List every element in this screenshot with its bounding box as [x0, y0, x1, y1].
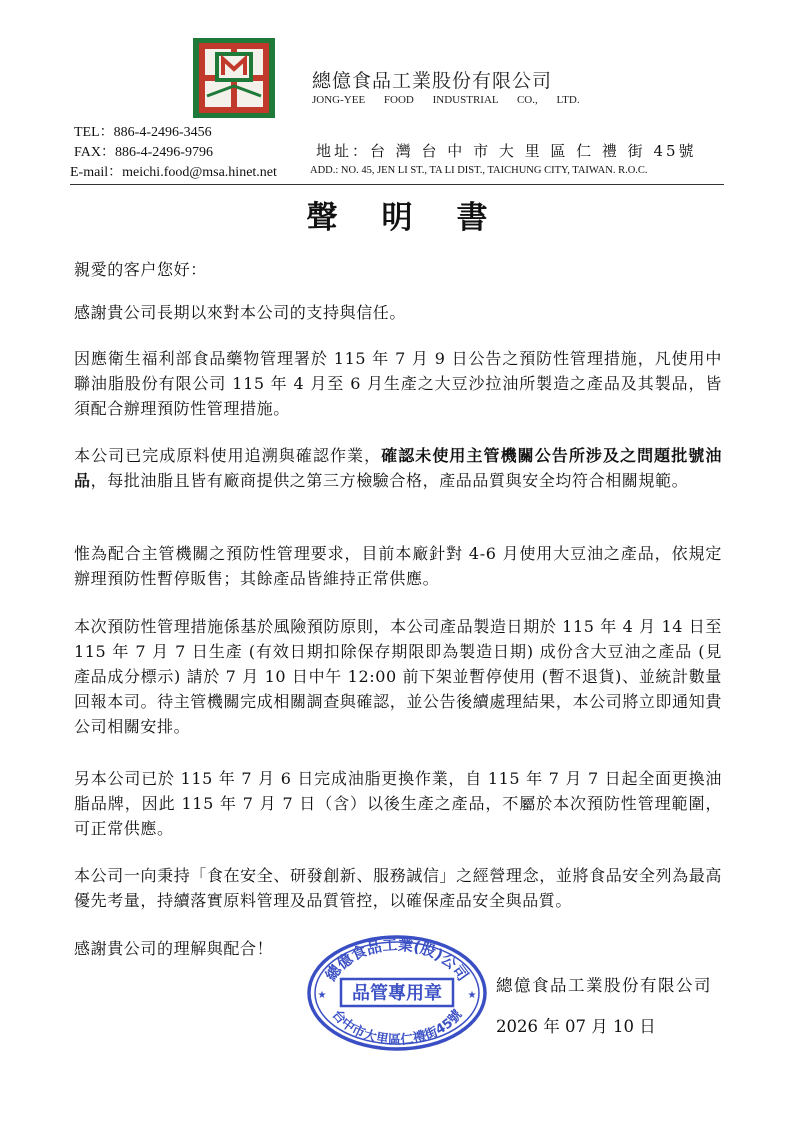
svg-text:總億食品工業(股)公司 — [321, 936, 472, 985]
company-name-en: JONG-YEE FOOD INDUSTRIAL CO., LTD. — [312, 94, 580, 106]
paragraph-3-text-a: 本公司已完成原料使用追溯與確認作業， — [74, 446, 382, 465]
paragraph-7: 本公司一向秉持「食在安全、研發創新、服務誠信」之經營理念，並將食品安全列為最高優先考量，持續落實原料管理及品質管控，以確保產品安全與品質。 — [74, 866, 722, 910]
seal-top-text: 總億食品工業(股)公司 — [321, 935, 473, 985]
signature-date: 2026 年 07 月 10 日 — [496, 1017, 656, 1036]
seal-star-right-icon: ★ — [467, 990, 477, 1001]
paragraph-3-emphasis: 確認未使用主管機關公告所涉及之問題批號油品 — [74, 446, 722, 490]
address-en: ADD.: NO. 45, JEN LI ST., TA LI DIST., TAICHUNG CITY, TAIWAN. R.O.C. — [310, 165, 648, 176]
paragraph-2: 因應衛生福利部食品藥物管理署於 115 年 7 月 9 日公告之預防性管理措施，凡使用中聯油脂股份有限公司 115 年 4 月至 6 月生產之大豆沙拉油所製造之產品及其製品，皆須配合辦理預防性管理措施。 — [74, 349, 722, 418]
paragraph-3-text-b: ，每批油脂且皆有廠商提供之第三方檢驗合格，產品品質與安全均符合相關規範。 — [90, 471, 689, 490]
tel-number: TEL：886-4-2496-3456 — [74, 125, 212, 140]
paragraph-6: 另本公司已於 115 年 7 月 6 日完成油脂更換作業，自 115 年 7 月 7 日起全面更換油脂品牌，因此 115 年 7 月 7 日（含）以後生產之產品，不屬於本次預防性管理範圍，可正常供應。 — [74, 769, 722, 838]
quality-control-seal — [306, 934, 488, 1052]
paragraph-1: 感謝貴公司長期以來對本公司的支持與信任。 — [74, 303, 407, 322]
address-cn: 地址：台 灣 台 中 市 大 里 區 仁 禮 街 45號 — [316, 142, 697, 160]
company-name-cn: 總億食品工業股份有限公司 — [312, 70, 553, 92]
email-address: E-mail：meichi.food@msa.hinet.net — [70, 165, 277, 180]
company-logo-icon — [193, 38, 275, 118]
paragraph-3 — [74, 443, 722, 493]
paragraph-4: 惟為配合主管機關之預防性管理要求，目前本廠針對 4-6 月使用大豆油之產品，依規定辦理預防性暫停販售；其餘產品皆維持正常供應。 — [74, 544, 722, 588]
fax-number: FAX：886-4-2496-9796 — [74, 145, 213, 160]
signer-company: 總億食品工業股份有限公司 — [496, 976, 712, 995]
seal-star-left-icon: ★ — [317, 990, 327, 1001]
closing-line: 感謝貴公司的理解與配合！ — [74, 939, 274, 958]
greeting: 親愛的客户您好： — [74, 260, 207, 279]
paragraph-5: 本次預防性管理措施係基於風險預防原則，本公司產品製造日期於 115 年 4 月 14 日至 115 年 7 月 7 日生產 (有效日期扣除保存期限即為製造日期) 成份含大豆油之產品 (見產品成分標示) 請於 7 月 10 日中午 12:00 前下架並暫停使用 (暫不退貨)、並統計數量回報本司。待主管機關完成相關調查與確認，並公告後續處理結果，本公司將立即通知貴公司相關安排。 — [74, 617, 722, 736]
seal-center-text: 品管專用章 — [352, 983, 442, 1004]
seal-bottom-text: 台中市大里區仁禮街45號 — [328, 1007, 466, 1049]
document-title: 聲明書 — [306, 200, 532, 236]
header-divider — [70, 184, 724, 185]
